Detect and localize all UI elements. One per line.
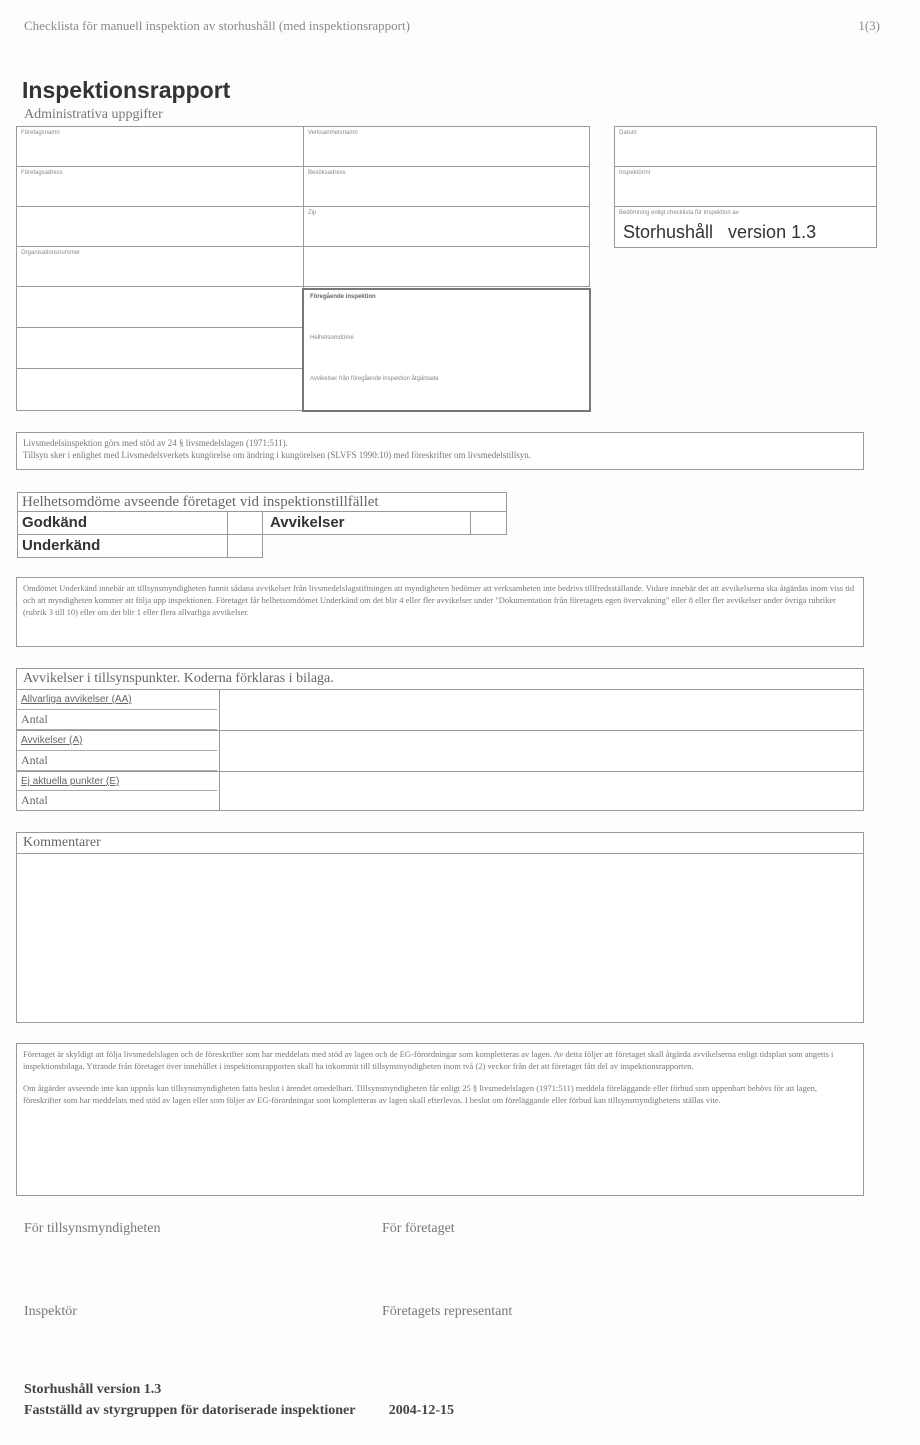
company-signature-label: För företaget (382, 1221, 455, 1236)
company-name-field[interactable] (16, 126, 304, 167)
business-name-field[interactable] (303, 126, 590, 167)
zip-label: Zip (308, 210, 317, 216)
document-header-title: Checklista för manuell inspektion av storhushåll (med inspektionsrapport) (24, 18, 410, 33)
org-number-label: Organisationsnummer (21, 250, 81, 256)
deviations-option-label: Avvikelser (270, 514, 345, 531)
footer-established (24, 1403, 454, 1419)
assessment-label: Bedömning enligt checklista för inspektion av (619, 210, 739, 216)
comments-input[interactable] (17, 855, 863, 1022)
overall-judgement-title: Helhetsomdöme avseende företaget vid inspektionstillfället (17, 492, 507, 512)
footer-established-text: Fastställd av styrgruppen för datoriserade inspektioner (24, 1403, 356, 1418)
admin-subtitle: Administrativa uppgifter (24, 107, 163, 122)
overall-row-2 (17, 534, 263, 558)
assessment-field (614, 206, 877, 248)
representative-signature-label: Företagets representant (382, 1304, 513, 1319)
blank-field-2[interactable] (16, 327, 304, 369)
obligation-paragraph-1: Företaget är skyldigt att följa livsmedelslagen och de föreskrifter som har meddelats med stöd av lagen och de EG-förordningar som kompletteras av lagen. Av detta följer att företaget skall åtgärda avvikelserna enligt tidsplan som angetts i inspektionsbilaga. Yttrande från företaget över innehållet i inspektionsrapporten skall ha inkommit till tillsynsmyndigheten inom två (2) veckor från det att företaget fått del av inspektionsrapporten. (23, 1049, 834, 1071)
org-number-field[interactable] (16, 246, 304, 287)
not-applicable-count-label: Antal (21, 793, 48, 807)
legal-line-2: Tillsyn sker i enlighet med Livsmedelsverkets kungörelse om ändring i kungörelsen (SLVFS 1990:10) med föreskrifter om livsmedelstillsyn. (23, 450, 532, 460)
previous-overall-label: Helhetsomdöme (310, 335, 354, 341)
not-applicable-input[interactable] (220, 773, 862, 810)
zip-field[interactable] (303, 206, 590, 247)
page-number: 1(3) (858, 18, 880, 33)
deviations-input[interactable] (220, 732, 862, 771)
assessment-value: Storhushåll version 1.3 (623, 222, 817, 242)
severe-deviations-label: Allvarliga avvikelser (AA) (17, 690, 217, 710)
obligation-box (16, 1043, 864, 1196)
rejection-note-text: Omdömet Underkänd innebär att tillsynsmyndigheten funnit sådana avvikelser från livsmedelslagstiftningen att myndigheten bedömer att verksamheten inte bedrivs tillfredsställande. Vidare innebär det att avvikelserna ska åtgärdas inom viss tid och att myndigheten kommer att följa upp inspektionen. Företaget får helhetsomdömet Underkänd om det blir 4 eller fler avvikelser under "Dokumentation från företagets egen övervakning" eller 8 eller fler avvikelser under övriga rubriker (rubrik 3 till 10) eller om det blir 1 eller flera allvarliga avvikelser. (23, 583, 855, 617)
company-name-label: Företagsnamn (21, 130, 60, 136)
previous-deviations-label: Avvikelser från föregående inspektion åtgärdade (310, 376, 439, 382)
deviations-checkbox[interactable] (470, 511, 507, 535)
approved-checkbox[interactable] (227, 511, 263, 535)
deviations-label: Avvikelser (A) (17, 731, 217, 751)
visit-address-field[interactable] (303, 166, 590, 207)
inspector-field[interactable] (614, 166, 877, 207)
date-field[interactable] (614, 126, 877, 167)
comments-title: Kommentarer (17, 833, 863, 854)
overall-row-1 (17, 511, 507, 535)
inspector-label: Inspektör/nr (619, 170, 651, 176)
org-number-extra-field[interactable] (303, 246, 590, 287)
deviation-table (16, 668, 864, 811)
severe-deviations-count-label: Antal (17, 710, 217, 730)
not-applicable-label: Ej aktuella punkter (E) (17, 772, 217, 791)
rejection-note-box (16, 577, 864, 647)
company-address-field[interactable] (16, 166, 304, 207)
legal-line-1: Livsmedelsinspektion görs med stöd av 24 § livsmedelslagen (1971:511). (23, 438, 288, 448)
severe-deviations-input[interactable] (220, 691, 862, 730)
blank-field-3[interactable] (16, 368, 304, 411)
previous-inspection-title: Föregående inspektion (310, 294, 376, 300)
date-label: Datum (619, 130, 637, 136)
footer-version: Storhushåll version 1.3 (24, 1382, 162, 1397)
deviations-count-label: Antal (17, 751, 217, 771)
blank-field-1[interactable] (16, 286, 304, 328)
footer-date: 2004-12-15 (388, 1403, 455, 1418)
business-name-label: Verksamhetsnamn (308, 130, 358, 136)
visit-address-label: Besöksadress (308, 170, 346, 176)
approved-label: Godkänd (22, 514, 88, 531)
company-address-label: Företagsadress (21, 170, 63, 176)
comments-box (16, 832, 864, 1023)
authority-signature-label: För tillsynsmyndigheten (24, 1221, 161, 1236)
legal-basis-box (16, 432, 864, 470)
deviation-table-title: Avvikelser i tillsynspunkter. Koderna förklaras i bilaga. (17, 669, 863, 690)
page-title: Inspektionsrapport (22, 77, 231, 103)
inspector-signature-label: Inspektör (24, 1304, 77, 1319)
obligation-paragraph-2: Om åtgärder avseende inte kan uppnås kan tillsynsmyndigheten fatta beslut i ärendet omedelbart. Tillsynsmyndigheten får enligt 25 § livsmedelslagen (1971:511) meddela föreläggande eller förbud som uppenbart behövs för att lagen, föreskrifter som har meddelats med stöd av lagen eller som följer av EG-förordningar som kompletteras av lagen skall efterlevas. I beslut om föreläggande eller förbud kan tillsynsmyndighetens ställas vite. (23, 1083, 817, 1105)
rejected-checkbox[interactable] (227, 534, 263, 558)
previous-inspection-box (302, 288, 591, 412)
address-extra-field[interactable] (16, 206, 304, 247)
rejected-label: Underkänd (22, 537, 101, 554)
